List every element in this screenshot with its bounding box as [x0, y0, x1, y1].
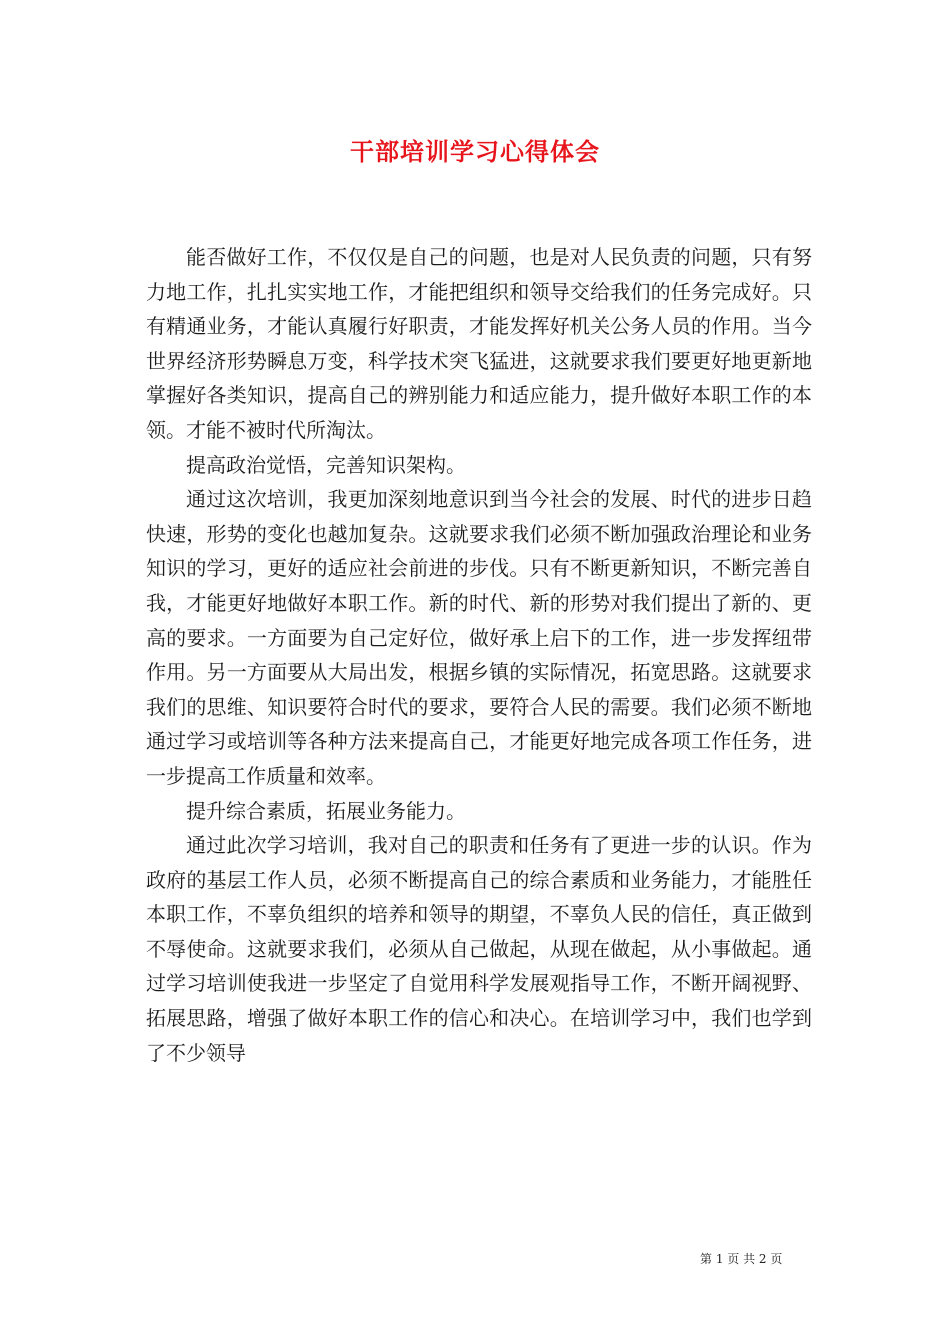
- section-heading-quality: 提升综合素质，拓展业务能力。: [186, 798, 466, 823]
- page-number: 第 1 页 共 2 页: [700, 1252, 783, 1266]
- document-title: 干部培训学习心得体会: [350, 137, 600, 166]
- paragraph-intro: 能否做好工作，不仅仅是自己的问题，也是对人民负责的问题，只有努力地工作，扎扎实实地工作，才能把组织和领导交给我们的任务完成好。只有精通业务，才能认真履行好职责，才能发挥好机关公务人员的作用。当今世界经济形势瞬息万变，科学技术突飞猛进，这就要求我们要更好地更新地掌握好各类知识，提高自己的辨别能力和适应能力，提升做好本职工作的本领。才能不被时代所淘汰。: [146, 245, 812, 442]
- paragraph-politics: 通过这次培训，我更加深刻地意识到当今社会的发展、时代的进步日趋快速，形势的变化也越加复杂。这就要求我们必须不断加强政治理论和业务知识的学习，更好的适应社会前进的步伐。只有不断更新知识，不断完善自我，才能更好地做好本职工作。新的时代、新的形势对我们提出了新的、更高的要求。一方面要为自己定好位，做好承上启下的工作，进一步发挥纽带作用。另一方面要从大局出发，根据乡镇的实际情况，拓宽思路。这就要求我们的思维、知识要符合时代的要求，要符合人民的需要。我们必须不断地通过学习或培训等各种方法来提高自己，才能更好地完成各项工作任务，进一步提高工作质量和效率。: [146, 487, 812, 788]
- paragraph-quality: 通过此次学习培训，我对自己的职责和任务有了更进一步的认识。作为政府的基层工作人员，必须不断提高自己的综合素质和业务能力，才能胜任本职工作，不辜负组织的培养和领导的期望，不辜负人民的信任，真正做到不辱使命。这就要求我们，必须从自己做起，从现在做起，从小事做起。通过学习培训使我进一步坚定了自觉用科学发展观指导工作，不断开阔视野、拓展思路，增强了做好本职工作的信心和决心。在培训学习中，我们也学到了不少领导: [146, 833, 812, 1065]
- section-heading-politics: 提高政治觉悟，完善知识架构。: [186, 452, 466, 477]
- document-body: [146, 240, 812, 1070]
